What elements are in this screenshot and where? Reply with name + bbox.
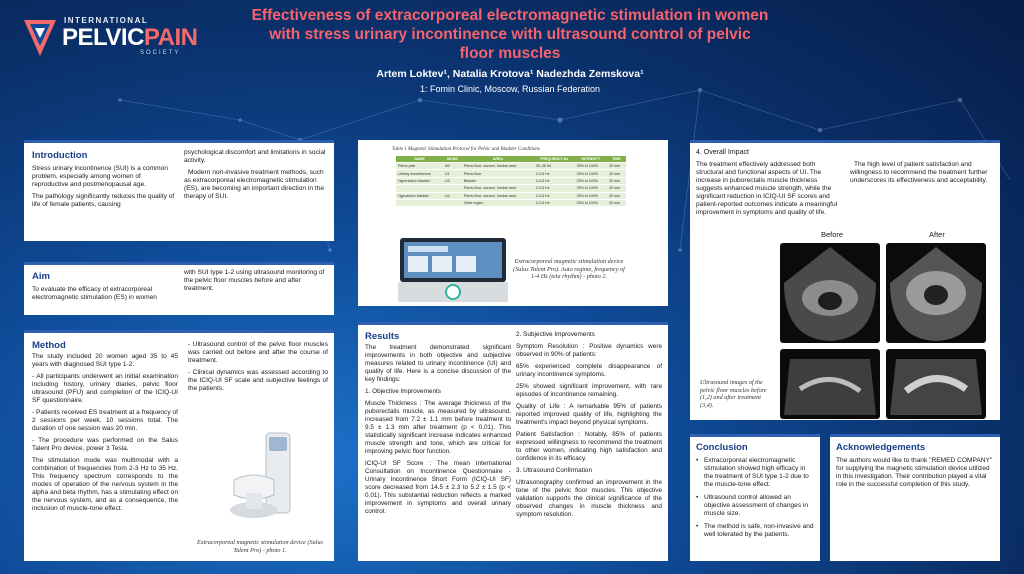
conclusion-panel	[690, 434, 820, 561]
aim-heading: Aim	[32, 271, 50, 282]
pelvis-logo-icon	[22, 16, 58, 58]
list-item: • Ultrasound control allowed an objective assessment of changes in muscle size.	[696, 494, 816, 518]
impact-heading: 4. Overall Impact	[696, 149, 749, 156]
results-panel	[358, 322, 668, 561]
aim-panel	[24, 262, 334, 315]
aim-col1: To evaluate the efficacy of extracorporeal electromagnetic stimulation (ES) in women	[32, 286, 157, 301]
acknowledgements-panel	[830, 434, 1000, 561]
ultrasound-caption: Ultrasound images of the pelvic floor muscles before (1,2) and after treatment (3,4).	[700, 379, 767, 409]
society-logo	[22, 14, 212, 62]
acknowledgements-heading: Acknowledgements	[836, 442, 926, 453]
table-header: INTENSITY	[575, 156, 607, 163]
table-header: TIME	[607, 156, 626, 163]
method-col2: - Ultrasound control of the pelvic floor muscles was carried out before and after the course of treatment. - Clinical dynamics was assessed according to the ICIQ-UI SF scale and subjective feelings of the patients.	[188, 341, 328, 392]
table-header: FREQUENCY-Hz	[534, 156, 575, 163]
affiliation: 1: Fomin Clinic, Moscow, Russian Federation	[419, 84, 601, 94]
stimulation-chair-image	[214, 425, 309, 530]
table-title: Table 1 Magnetic Stimulation Protocol for Pelvic and Bladder Conditions	[392, 147, 540, 152]
device-screen-image	[398, 236, 508, 302]
table-row: Pelvic pain M2 Pelvic floor, sacrum, lumbar area 20–35 Hz 35% to 100% 20 min	[396, 163, 626, 170]
table-header: MODE	[443, 156, 462, 163]
overall-impact-panel	[690, 140, 1000, 420]
authors: Artem Loktev¹, Natalia Krotova¹ Nadezhda Zemskova¹	[376, 68, 644, 80]
acknowledgements-text: The authors would like to thank "REMED COMPANY" for supplying the magnetic stimulation device utilized in this investigation. Their contribution played a vital role in the successful completion of this study.	[836, 457, 993, 488]
impact-col2: The high level of patient satisfaction and willingness to recommend the treatment further underscores its effectiveness and acceptability.	[850, 161, 988, 184]
table-row: Urinary incontinence U1 Pelvic floor 2-3-5 Hz 25% to 100% 20 min	[396, 170, 626, 177]
results-col2: 2. Subjective Improvements Symptom Resolution : Positive dynamics were observed in 90% of patients: 65% experienced complete disappearance of urinary incontinence symptoms. 25% showed significant improvement, with rare episodes of incontinence remaining. Quality of Life : A remarkable 95% of patients reported improved quality of life, highlighting the treatment's impact beyond physical symptoms. Patient Satisfaction : Notably, 85% of patients expressed willingness to recommend the treatment to other women, indicating high satisfaction and confidence in its efficacy. 3. Ultrasound Confirmation Ultrasonography confirmed an improvement in the tone of the pelvic floor muscles. This objective validation supports the clinical significance of the observed changes in muscle thickness and symptom resolution.	[516, 331, 662, 518]
aim-col2: with SUI type 1-2 using ultrasound monitoring of the pelvic floor muscles before and after treatment.	[184, 269, 325, 292]
after-label: After	[929, 230, 945, 239]
table-row: Glute region 2-3-5 Hz 25% to 100% 20 min	[396, 199, 626, 206]
logo-top-text: INTERNATIONAL	[64, 16, 149, 25]
introduction-heading: Introduction	[32, 150, 88, 161]
results-heading: Results	[365, 331, 400, 342]
ultrasound-image-4	[886, 349, 986, 419]
method-heading: Method	[32, 340, 66, 351]
logo-main-text: PELVICPAIN	[62, 24, 198, 51]
impact-col1: The treatment effectively addressed both structural and functional aspects of UI. The increase in puborectalis muscle thickness suggests enhanced muscle strength, while the significant reduction in ICIQ-UI SF scores and patient-reported outcomes indicate a meaningful improvement in symptoms and quality of life.	[696, 161, 838, 216]
introduction-col2: psychological discomfort and limitations in social activity. Modern non-invasive treatment methods, such as extracorporeal electromagnetic stimulation (ES), are becoming an important direction in the therapy of SUI.	[184, 149, 326, 200]
list-item: • The method is safe, non-invasive and well tolerated by the patients.	[696, 523, 816, 539]
ultrasound-image-3	[780, 349, 880, 419]
list-item: • Extracorporeal electromagnetic stimulation showed high efficacy in the treatment of SUI type 1-2 due to the muscle-tone effect.	[696, 457, 816, 489]
results-col1: The treatment demonstrated significant improvements in both objective and subjective measures related to urinary incontinence (UI) and quality of life. Here is a concise discussion of the key findings: 1. Objective Improvements Muscle Thickness : The average thickness of the puborectalis muscle, as measured by ultrasound, increased from 7.2 ± 1.1 mm before treatment to 9.5 ± 1.3 mm after treatment (p < 0.01). This statistically significant increase indicates enhanced muscle strength and tone, which are critical for improving pelvic floor function. ICIQ-UI SF Score : The mean International Consultation on Incontinence Questionnaire - Urinary Incontinence Short Form (ICIQ-UI SF) score decreased from 14.5 ± 2.3 to 5.2 ± 1.5 (p < 0.01). This substantial reduction reflects a marked improvement in symptoms and overall urinary control.	[365, 344, 511, 515]
introduction-panel	[24, 140, 334, 241]
device-caption-2: Extracorporeal magnetic stimulation device (Salus Talent Pro). Auto regime, frequency of 1-4 Hz (teta rhythm) - photo 2.	[513, 258, 625, 280]
method-panel	[24, 330, 334, 561]
device-caption-1: Extracorporeal magnetic stimulation device (Salus Talent Pro) - photo 1.	[197, 539, 323, 554]
conclusion-heading: Conclusion	[696, 442, 748, 453]
table-row: Hypoactive bladder U4 Pelvic floor, sacrum, lumbar area 2-3-5 Hz 25% to 100% 20 min	[396, 192, 626, 199]
method-col1: The study included 20 women aged 35 to 45 years with diagnosed SUI type 1-2. - All participants underwent an initial examination including history, urinary diaries, pelvic floor ultrasound (PFU) and completion of the ICIQ-UI SF questionnaire. - Patients received ES treatment at a frequency of 2 sessions per week, 10 sessions total. The duration of one session was 20 min. - The procedure was performed on the Salus Talent Pro device, power 3 Tesla. The stimulation mode was multimodal with a combination of frequencies from 2-3 Hz to 35 Hz. This frequency spectrum corresponds to the modes of operation of the nervous system in the alpha and beta rhythm, has a stimulating effect on the nervous system, and as a consequence, the inclusion of muscle-tone effect.	[32, 353, 178, 512]
poster-title: Effectiveness of extracorporeal electromagnetic stimulation in women with stress urinary incontinence with ultrasound control of pelvic floor muscles	[251, 7, 769, 62]
protocol-table	[396, 156, 626, 206]
logo-bottom-text: SOCIETY	[140, 50, 181, 56]
table-header: AREA	[462, 156, 534, 163]
ultrasound-image-2	[886, 243, 986, 343]
before-label: Before	[821, 230, 844, 239]
conclusion-list	[696, 457, 816, 544]
introduction-col1: Stress urinary incontinence (SUI) is a common problem, especially among women of reproductive and postmenopausal age. The pathology significantly reduces the quality of life of female patients, causing	[32, 165, 175, 208]
device-table-panel	[358, 140, 668, 306]
table-row: Pelvic floor, sacrum, lumbar area 2-3-5 Hz 25% to 100% 20 min	[396, 185, 626, 192]
ultrasound-image-1	[780, 243, 880, 343]
table-header: NAME	[396, 156, 443, 163]
table-row: Hyperactive bladder U3 Bladder 2-3-5 Hz 25% to 100% 20 min	[396, 177, 626, 184]
